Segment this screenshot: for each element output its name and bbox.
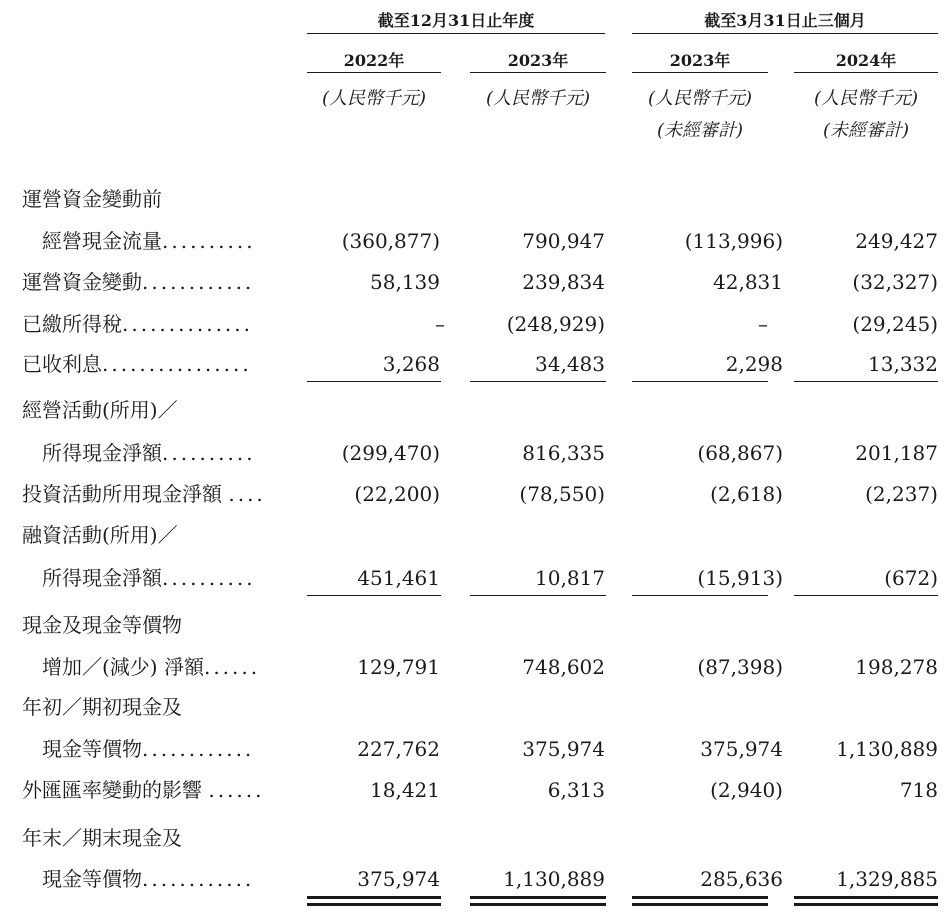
table-cell: 748,602: [522, 655, 605, 679]
row-label-cont: 現金等價物............: [42, 867, 255, 891]
table-cell: (2,940): [710, 778, 783, 802]
column-header-year: 2024年: [835, 51, 897, 70]
table-cell: 790,947: [522, 229, 605, 253]
total-double-rule: [632, 903, 768, 906]
table-cell: 10,817: [535, 566, 605, 590]
table-cell: (672): [884, 566, 938, 590]
subtotal-rule: [307, 381, 441, 382]
column-header-year: 2023年: [669, 51, 731, 70]
subtotal-rule: [632, 381, 768, 382]
subtotal-rule: [307, 595, 441, 596]
total-double-rule: [470, 903, 606, 906]
column-header-unit: (人民幣千元): [647, 88, 753, 109]
header-group-quarter-rule: [632, 33, 938, 34]
row-label: 投資活動所用現金淨額 ....: [22, 482, 266, 506]
column-header-note: (未經審計): [656, 120, 744, 141]
table-cell: 1,130,889: [503, 867, 605, 891]
row-label-cont: 增加／(減少) 淨額......: [42, 655, 261, 679]
column-header-rule: [632, 72, 768, 73]
table-cell: 1,329,885: [836, 867, 938, 891]
total-double-rule: [794, 903, 938, 906]
table-cell: 198,278: [855, 655, 938, 679]
total-double-rule: [307, 903, 441, 906]
table-cell: (78,550): [519, 482, 605, 506]
table-cell: 1,130,889: [836, 737, 938, 761]
row-label: 運營資金變動............: [22, 270, 255, 294]
subtotal-rule: [470, 381, 606, 382]
header-group-year-rule: [307, 33, 605, 34]
total-double-rule: [632, 896, 768, 899]
table-cell: –: [758, 312, 768, 336]
table-cell: (68,867): [697, 441, 783, 465]
row-label-cont: 現金等價物............: [42, 737, 255, 761]
table-cell: –: [435, 312, 445, 336]
row-label: 經營活動(所用)／: [22, 398, 178, 422]
column-header-note: (未經審計): [822, 120, 910, 141]
column-header-rule: [307, 72, 441, 73]
table-cell: (248,929): [506, 312, 605, 336]
table-cell: (87,398): [697, 655, 783, 679]
table-cell: (32,327): [852, 270, 938, 294]
row-label-cont: 經營現金流量..........: [42, 229, 256, 253]
table-cell: 58,139: [370, 270, 440, 294]
table-cell: 6,313: [547, 778, 605, 802]
total-double-rule: [470, 896, 606, 899]
row-label: 現金及現金等價物: [22, 613, 182, 637]
header-group-quarter: 截至3月31日止三個月: [704, 11, 866, 30]
row-label-cont: 所得現金淨額..........: [42, 441, 256, 465]
column-header-rule: [794, 72, 938, 73]
subtotal-rule: [470, 595, 606, 596]
table-cell: (360,877): [341, 229, 440, 253]
table-cell: 13,332: [868, 352, 938, 376]
table-cell: 129,791: [357, 655, 440, 679]
table-cell: 2,298: [725, 352, 783, 376]
column-header-unit: (人民幣千元): [485, 88, 591, 109]
table-cell: 451,461: [357, 566, 440, 590]
row-label: 運營資金變動前: [22, 187, 162, 211]
total-double-rule: [307, 896, 441, 899]
table-cell: (2,237): [865, 482, 938, 506]
row-label: 年初／期初現金及: [22, 695, 182, 719]
column-header-year: 2023年: [507, 51, 569, 70]
table-cell: (22,200): [354, 482, 440, 506]
column-header-rule: [470, 72, 606, 73]
table-cell: 227,762: [357, 737, 440, 761]
subtotal-rule: [632, 595, 768, 596]
subtotal-rule: [794, 381, 938, 382]
row-label: 融資活動(所用)／: [22, 523, 178, 547]
header-group-year: 截至12月31日止年度: [377, 11, 535, 30]
table-cell: (299,470): [341, 441, 440, 465]
table-cell: 239,834: [522, 270, 605, 294]
table-cell: 201,187: [855, 441, 938, 465]
total-double-rule: [794, 896, 938, 899]
table-cell: 375,974: [522, 737, 605, 761]
column-header-unit: (人民幣千元): [813, 88, 919, 109]
row-label: 外匯匯率變動的影響 ......: [22, 778, 265, 802]
table-cell: (2,618): [710, 482, 783, 506]
column-header-unit: (人民幣千元): [321, 88, 427, 109]
row-label-cont: 所得現金淨額..........: [42, 566, 256, 590]
row-label: 已繳所得稅..............: [22, 312, 254, 336]
row-label: 年末／期末現金及: [22, 826, 182, 850]
subtotal-rule: [794, 595, 938, 596]
row-label: 已收利息................: [22, 352, 252, 376]
table-cell: 816,335: [522, 441, 605, 465]
table-cell: (29,245): [852, 312, 938, 336]
table-cell: 375,974: [357, 867, 440, 891]
table-cell: 18,421: [370, 778, 440, 802]
table-cell: 34,483: [535, 352, 605, 376]
table-cell: 3,268: [382, 352, 440, 376]
table-cell: 718: [899, 778, 938, 802]
table-cell: 375,974: [700, 737, 783, 761]
table-cell: (15,913): [697, 566, 783, 590]
table-cell: 249,427: [855, 229, 938, 253]
table-cell: 42,831: [713, 270, 783, 294]
table-cell: (113,996): [684, 229, 783, 253]
table-cell: 285,636: [700, 867, 783, 891]
column-header-year: 2022年: [343, 51, 405, 70]
